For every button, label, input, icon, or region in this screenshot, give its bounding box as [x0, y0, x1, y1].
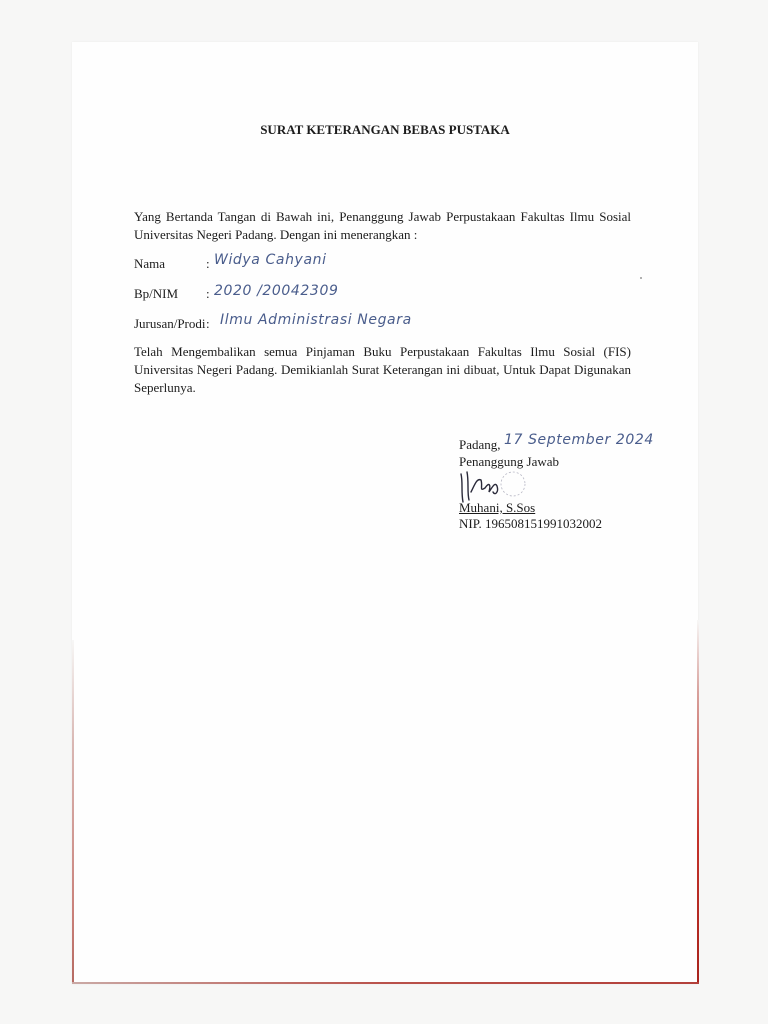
- field-label-nim: Bp/NIM: [134, 286, 179, 301]
- signatory-nip: NIP. 196508151991032002: [459, 516, 603, 531]
- field-value-nim: 2020 /20042309: [214, 283, 339, 299]
- body-line-1: Telah Mengembalikan semua Pinjaman Buku Perpustakaan Fakultas Ilmu Sosial (FIS): [134, 344, 631, 359]
- field-sep-nim: :: [206, 286, 210, 301]
- speck: [640, 277, 642, 279]
- field-sep-prodi: :: [206, 316, 210, 331]
- body-line-3: Seperlunya.: [134, 380, 196, 395]
- field-value-nama: Widya Cahyani: [214, 252, 327, 268]
- paper-edge-bottom: [72, 982, 699, 984]
- paper-edge-right: [697, 620, 699, 984]
- signatory-name: Muhani, S.Sos: [459, 500, 536, 515]
- signature-date: 17 September 2024: [504, 432, 654, 448]
- paper-sheet: [72, 42, 698, 984]
- document-title: SURAT KETERANGAN BEBAS PUSTAKA: [260, 122, 510, 137]
- paper-edge-left: [72, 640, 74, 984]
- field-sep-nama: :: [206, 256, 210, 271]
- intro-line-2: Universitas Negeri Padang. Dengan ini menerangkan :: [134, 227, 418, 242]
- field-label-prodi: Jurusan/Prodi: [134, 316, 206, 331]
- intro-line-1: Yang Bertanda Tangan di Bawah ini, Penanggung Jawab Perpustakaan Fakultas Ilmu Sosial: [134, 209, 631, 224]
- signature-role: Penanggung Jawab: [459, 454, 560, 469]
- signature-place: Padang,: [459, 437, 501, 452]
- field-value-prodi: Ilmu Administrasi Negara: [220, 312, 412, 328]
- field-label-nama: Nama: [134, 256, 166, 271]
- body-line-2: Universitas Negeri Padang. Demikianlah Surat Keterangan ini dibuat, Untuk Dapat Digunakan: [134, 362, 631, 377]
